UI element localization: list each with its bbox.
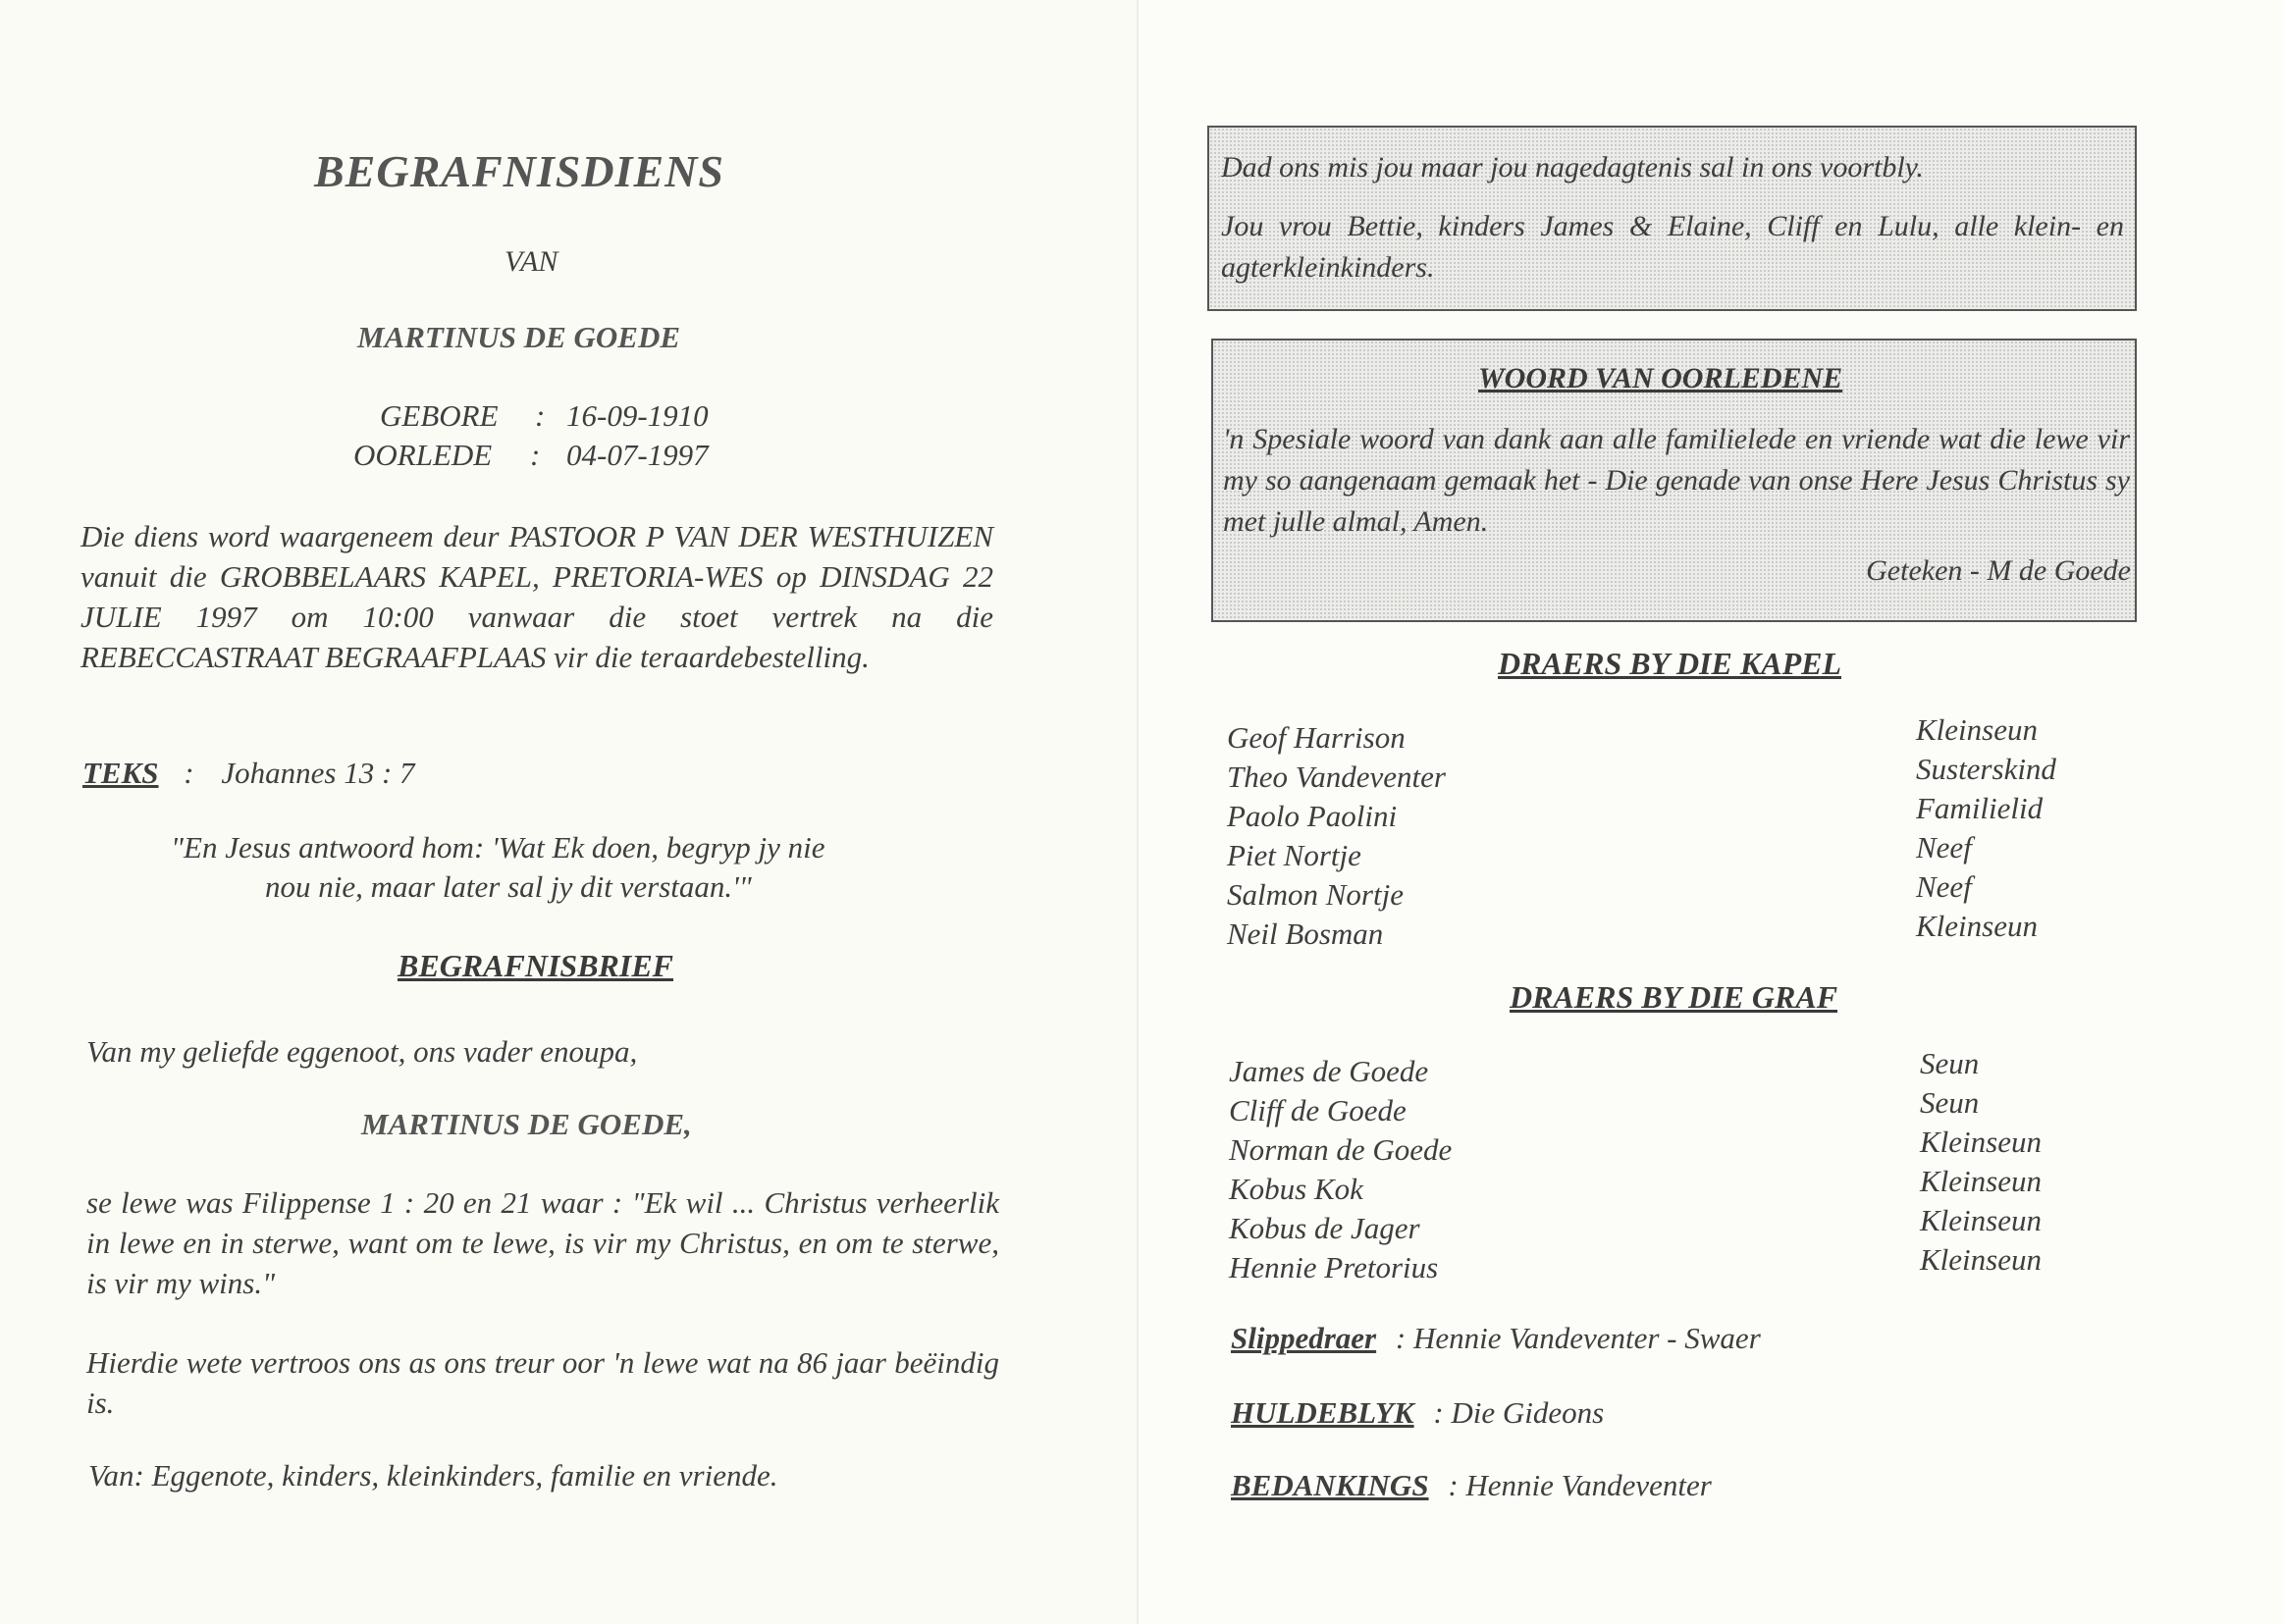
quote-line-2: nou nie, maar later sal jy dit verstaan.'" bbox=[265, 869, 752, 904]
kapel-bearer-relation: Neef bbox=[1916, 830, 1972, 864]
deceased-word-signature: Geteken - M de Goede bbox=[1866, 554, 2131, 587]
died-label: OORLEDE bbox=[353, 438, 493, 472]
kapel-bearer-relation: Kleinseun bbox=[1916, 909, 2038, 943]
graf-bearer-name: James de Goede bbox=[1229, 1054, 1429, 1088]
from-line: Van: Eggenote, kinders, kleinkinders, familie en vriende. bbox=[88, 1458, 778, 1493]
graf-bearer-name: Norman de Goede bbox=[1229, 1132, 1453, 1167]
deceased-name: MARTINUS DE GOEDE bbox=[357, 320, 681, 354]
graf-bearer-relation: Kleinseun bbox=[1920, 1164, 2042, 1198]
bedankings-label: BEDANKINGS bbox=[1231, 1468, 1429, 1502]
van-label: VAN bbox=[505, 245, 558, 278]
remembrance-line-1: Dad ons mis jou maar jou nagedagtenis sal in ons voortbly. bbox=[1221, 151, 1924, 183]
service-paragraph: Die diens word waargeneem deur PASTOOR P VAN DER WESTHUIZEN vanuit die GROBBELAARS KAPEL, PRETORIA-WES op DINSDAG 22 JULIE 1997 om 10:00 vanwaar die stoet vertrek na die REBECCASTRAAT BEGRAAFPLAAS vir die teraardebestelling. bbox=[80, 519, 993, 674]
graf-bearer-name: Kobus Kok bbox=[1229, 1172, 1363, 1206]
letter-name: MARTINUS DE GOEDE, bbox=[361, 1107, 692, 1141]
died-date: 04-07-1997 bbox=[566, 438, 709, 472]
teks-reference: Johannes 13 : 7 bbox=[221, 756, 415, 790]
right-page bbox=[1139, 0, 2284, 1624]
graf-bearer-relation: Kleinseun bbox=[1920, 1125, 2042, 1159]
graf-bearer-relation: Kleinseun bbox=[1920, 1203, 2042, 1237]
kapel-bearer-name: Neil Bosman bbox=[1227, 917, 1384, 951]
bedankings-value: : Hennie Vandeventer bbox=[1448, 1468, 1712, 1502]
born-label: GEBORE bbox=[380, 398, 499, 433]
teks-label: TEKS bbox=[82, 756, 159, 790]
bedankings-line bbox=[1231, 1468, 1712, 1503]
kapel-heading: DRAERS BY DIE KAPEL bbox=[1498, 646, 1842, 681]
quote-line-1: "En Jesus antwoord hom: 'Wat Ek doen, begryp jy nie bbox=[171, 830, 825, 864]
kapel-bearer-name: Paolo Paolini bbox=[1227, 799, 1398, 833]
kapel-bearer-name: Geof Harrison bbox=[1227, 720, 1406, 755]
born-date: 16-09-1910 bbox=[566, 398, 709, 433]
service-title: BEGRAFNISDIENS bbox=[314, 146, 724, 196]
slippedraer-label: Slippedraer bbox=[1231, 1321, 1377, 1355]
deceased-word-text: 'n Spesiale woord van dank aan alle familielede en vriende wat die lewe vir my so aangenaam gemaak het - Die genade van onse Here Jesus Christus sy met julle almal, Amen. bbox=[1223, 423, 2130, 538]
huldeblyk-value: : Die Gideons bbox=[1433, 1395, 1605, 1430]
kapel-bearer-relation: Familielid bbox=[1916, 791, 2044, 825]
remembrance-line-2: Jou vrou Bettie, kinders James & Elaine, Cliff en Lulu, alle klein- en agterkleinkinders. bbox=[1221, 210, 2124, 284]
left-page bbox=[0, 0, 1139, 1624]
kapel-bearer-relation: Susterskind bbox=[1916, 752, 2056, 786]
letter-intro: Van my geliefde eggenoot, ons vader enoupa, bbox=[86, 1034, 638, 1069]
died-separator: : bbox=[530, 438, 541, 472]
kapel-bearer-relation: Kleinseun bbox=[1916, 712, 2038, 747]
kapel-bearer-name: Salmon Nortje bbox=[1227, 877, 1404, 912]
huldeblyk-line bbox=[1231, 1395, 1604, 1431]
teks-separator: : bbox=[184, 756, 194, 790]
kapel-bearer-name: Piet Nortje bbox=[1227, 838, 1361, 872]
graf-bearer-relation: Seun bbox=[1920, 1085, 1980, 1120]
graf-bearer-name: Cliff de Goede bbox=[1229, 1093, 1407, 1127]
letter-heading: BEGRAFNISBRIEF bbox=[398, 948, 674, 983]
deceased-word-box bbox=[1211, 339, 2137, 622]
kapel-bearer-name: Theo Vandeventer bbox=[1227, 760, 1446, 794]
born-separator: : bbox=[535, 398, 546, 433]
graf-heading: DRAERS BY DIE GRAF bbox=[1510, 979, 1838, 1015]
graf-bearer-name: Hennie Pretorius bbox=[1229, 1250, 1439, 1284]
huldeblyk-label: HULDEBLYK bbox=[1231, 1395, 1414, 1430]
graf-bearer-relation: Seun bbox=[1920, 1046, 1980, 1080]
graf-bearer-name: Kobus de Jager bbox=[1229, 1211, 1420, 1245]
deceased-word-heading: WOORD VAN OORLEDENE bbox=[1478, 362, 1843, 394]
comfort-paragraph: Hierdie wete vertroos ons as ons treur oor 'n lewe wat na 86 jaar beëindig is. bbox=[86, 1345, 999, 1420]
letter-paragraph: se lewe was Filippense 1 : 20 en 21 waar : "Ek wil ... Christus verheerlik in lewe en in sterwe, want om te lewe, is vir my Christus, en om te sterwe, is vir my wins." bbox=[86, 1185, 999, 1300]
slippedraer-value: : Hennie Vandeventer - Swaer bbox=[1395, 1321, 1761, 1355]
slippedraer-line bbox=[1231, 1321, 1761, 1356]
kapel-bearer-relation: Neef bbox=[1916, 869, 1972, 904]
graf-bearer-relation: Kleinseun bbox=[1920, 1242, 2042, 1277]
remembrance-box bbox=[1207, 126, 2137, 311]
